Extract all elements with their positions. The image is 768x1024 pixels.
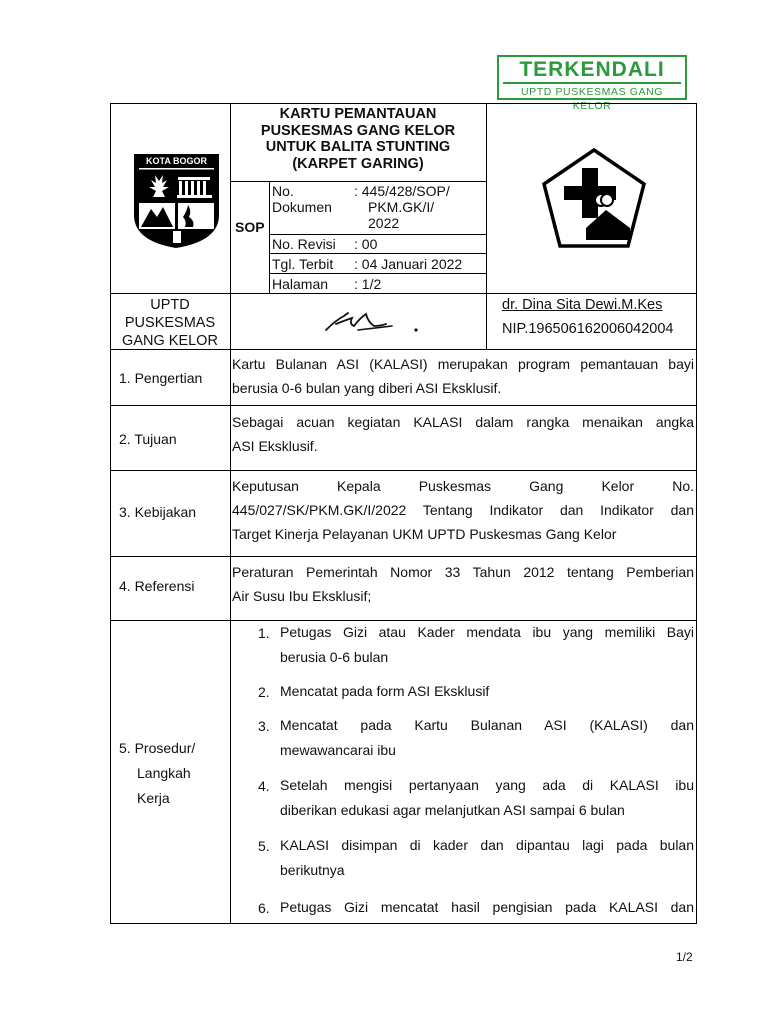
revisi-label: No. Revisi [272, 236, 336, 252]
referensi-line: Air Susu Ibu Eksklusif; [232, 588, 372, 604]
puskesmas-logo [540, 148, 648, 249]
title-line: PUSKESMAS GANG KELOR [260, 122, 456, 139]
step-line: diberikan edukasi agar melanjutkan ASI sampai 6 bulan [280, 802, 625, 818]
kebijakan-line: Target Kinerja Pelayanan UKM UPTD Puskesmas Gang Kelor [232, 526, 617, 542]
step-item [280, 895, 694, 920]
step-item [280, 833, 694, 883]
step-number: 4. [258, 778, 270, 794]
label-line: Dokumen [272, 199, 332, 215]
title-line: (KARPET GARING) [292, 155, 424, 172]
section-label-referensi: 4. Referensi [119, 578, 195, 594]
divider [110, 470, 697, 471]
step-item [280, 679, 694, 704]
divider [110, 293, 697, 294]
tujuan-line: Sebagai acuan kegiatan KALASI dalam rangka menaikan angka [232, 414, 694, 430]
step-number: 3. [258, 718, 270, 734]
label-line: 5. Prosedur/ [119, 740, 196, 756]
column-divider [486, 103, 487, 349]
referensi-line: Peraturan Pemerintah Nomor 33 Tahun 2012 tentang Pemberian [232, 564, 694, 580]
kebijakan-line: 445/027/SK/PKM.GK/I/2022 Tentang Indikator dan Indikator dan [232, 502, 694, 518]
label-line: Langkah [137, 765, 191, 781]
value-line: : 445/428/SOP/ [354, 183, 450, 199]
page-number: 1/2 [676, 950, 693, 964]
divider [110, 405, 697, 406]
step-line: Mencatat pada form ASI Eksklusif [280, 683, 490, 699]
step-line: Mencatat pada Kartu Bulanan ASI (KALASI) dan [280, 717, 694, 733]
organization-name [112, 296, 228, 350]
halaman-value: : 1/2 [354, 276, 382, 292]
step-number: 5. [258, 838, 270, 854]
logo-city-label: KOTA BOGOR [146, 156, 207, 166]
step-line: berikutnya [280, 862, 345, 878]
label-line: No. [272, 183, 294, 199]
step-item [280, 620, 694, 670]
divider [110, 556, 697, 557]
org-line: GANG KELOR [122, 333, 218, 349]
signature [322, 304, 422, 340]
revisi-value: : 00 [354, 236, 378, 252]
divider [269, 253, 487, 254]
kebijakan-line: Keputusan Kepala Puskesmas Gang Kelor No. [232, 478, 694, 494]
step-line: KALASI disimpan di kader dan dipantau lagi pada bulan [280, 837, 694, 853]
pengertian-line: Kartu Bulanan ASI (KALASI) merupakan program pemantauan bayi [232, 356, 694, 372]
stamp-word: TERKENDALI [519, 58, 665, 81]
section-label-pengertian: 1. Pengertian [119, 370, 203, 386]
kota-bogor-logo [133, 153, 220, 249]
terkendali-stamp [497, 55, 687, 112]
value-line: 2022 [368, 215, 400, 231]
title-line: KARTU PEMANTAUAN [279, 106, 437, 122]
column-divider [230, 103, 231, 924]
tujuan-line: ASI Eksklusif. [232, 438, 318, 454]
org-line: PUSKESMAS [124, 315, 216, 331]
head-name: dr. Dina Sita Dewi.M.Kes [502, 297, 663, 313]
divider [269, 273, 487, 274]
step-line: Setelah mengisi pertanyaan yang ada di KALASI ibu [280, 777, 694, 793]
title-line: UNTUK BALITA STUNTING [265, 139, 451, 155]
terbit-value: : 04 Januari 2022 [354, 256, 463, 272]
pengertian-line: berusia 0-6 bulan yang diberi ASI Eksklusif. [232, 380, 502, 396]
step-number: 2. [258, 684, 270, 700]
step-item [280, 773, 694, 823]
terbit-label: Tgl. Terbit [272, 256, 334, 272]
step-number: 6. [258, 900, 270, 916]
step-line: berusia 0-6 bulan [280, 649, 389, 665]
step-item [280, 713, 694, 763]
org-line: UPTD [150, 297, 190, 313]
column-divider [269, 181, 270, 293]
step-line: mewawancarai ibu [280, 742, 396, 758]
value-line: PKM.GK/I/ [368, 199, 435, 215]
section-label-kebijakan: 3. Kebijakan [119, 504, 197, 520]
step-number: 1. [258, 625, 270, 641]
label-line: Kerja [137, 790, 170, 806]
step-line: Petugas Gizi atau Kader mendata ibu yang memiliki Bayi [280, 624, 694, 640]
no-dokumen-label [272, 183, 332, 215]
section-label-prosedur [119, 736, 195, 811]
halaman-label: Halaman [272, 276, 329, 292]
section-label-tujuan: 2. Tujuan [119, 431, 177, 447]
document-title [230, 106, 486, 172]
no-dokumen-value [354, 183, 450, 231]
step-line: Petugas Gizi mencatat hasil pengisian pada KALASI dan [280, 899, 694, 915]
stamp-unit: UPTD PUSKESMAS GANG KELOR [503, 82, 681, 113]
sop-label: SOP [235, 219, 265, 235]
head-nip: NIP.196506162006042004 [502, 321, 674, 337]
